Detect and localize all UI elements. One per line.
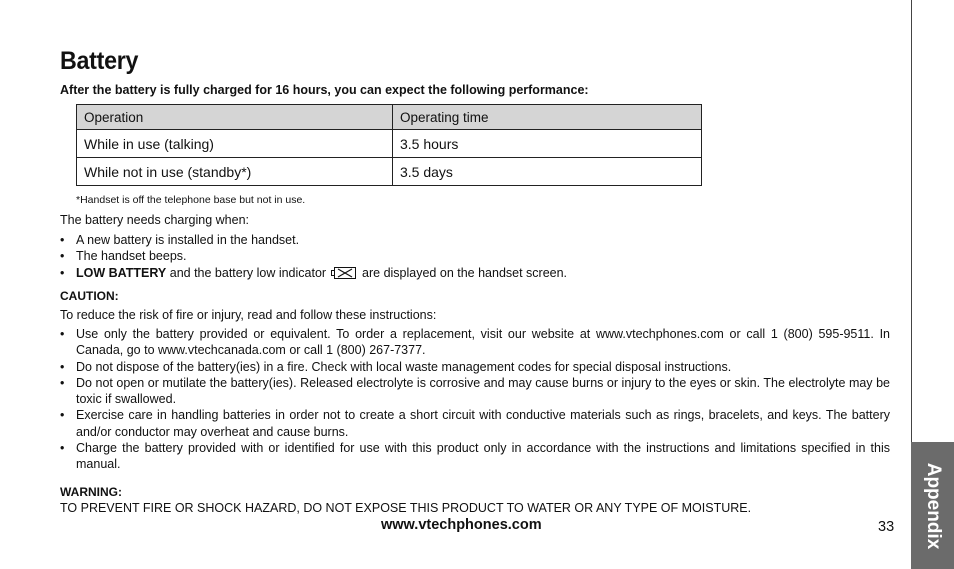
charging-lead: The battery needs charging when: [60, 213, 250, 227]
caution-list [60, 326, 890, 473]
list-item: • Exercise care in handling batteries in order not to create a short circuit with conductive materials such as rings, bracelets, and keys. The battery and/or conductor may overheat and cause burns. [60, 407, 890, 440]
footer-url: www.vtechphones.com [381, 517, 542, 533]
intro-text: After the battery is fully charged for 16 hours, you can expect the following performance: [60, 83, 589, 97]
table-cell: 3.5 days [393, 158, 702, 186]
appendix-tab [911, 442, 954, 569]
table-header-cell: Operation [77, 105, 393, 130]
list-item: • The handset beeps. [60, 248, 890, 264]
list-item [60, 265, 890, 281]
caution-lead: To reduce the risk of fire or injury, read and follow these instructions: [60, 308, 437, 322]
page-number: 33 [878, 519, 895, 535]
warning-heading: WARNING: [60, 485, 122, 499]
battery-low-icon [331, 267, 357, 279]
warning-text: TO PREVENT FIRE OR SHOCK HAZARD, DO NOT EXPOSE THIS PRODUCT TO WATER OR ANY TYPE OF MOISTURE. [60, 501, 752, 515]
list-item: • Do not dispose of the battery(ies) in a fire. Check with local waste management codes for special disposal instructions. [60, 359, 890, 375]
table-footnote: *Handset is off the telephone base but not in use. [76, 194, 306, 206]
table-cell: While not in use (standby*) [77, 158, 393, 186]
list-item: • Use only the battery provided or equivalent. To order a replacement, visit our website at www.vtechphones.com or call 1 (800) 595-9511. In Canada, go to www.vtechcanada.com or call 1 (800) 267-7377. [60, 326, 890, 359]
table-cell: While in use (talking) [77, 130, 393, 158]
table-header-cell: Operating time [393, 105, 702, 130]
table-header-row [77, 105, 702, 130]
list-item: • A new battery is installed in the handset. [60, 232, 890, 248]
caution-heading: CAUTION: [60, 289, 119, 303]
table-row [77, 130, 702, 158]
low-battery-label: LOW BATTERY [76, 265, 167, 280]
appendix-tab-label: Appendix [922, 462, 944, 549]
charging-list [60, 232, 890, 281]
list-item: • Do not open or mutilate the battery(ies). Released electrolyte is corrosive and may cause burns or injury to the eyes or skin. The electrolyte may be toxic if swallowed. [60, 375, 890, 408]
list-item-text: are displayed on the handset screen. [358, 265, 568, 280]
table-row [77, 158, 702, 186]
table-cell: 3.5 hours [393, 130, 702, 158]
list-item-text: and the battery low indicator [166, 265, 330, 280]
performance-table [76, 104, 702, 186]
list-item: • Charge the battery provided with or identified for use with this product only in accordance with the instructions and limitations specified in this manual. [60, 440, 890, 473]
page-title: Battery [60, 47, 139, 75]
